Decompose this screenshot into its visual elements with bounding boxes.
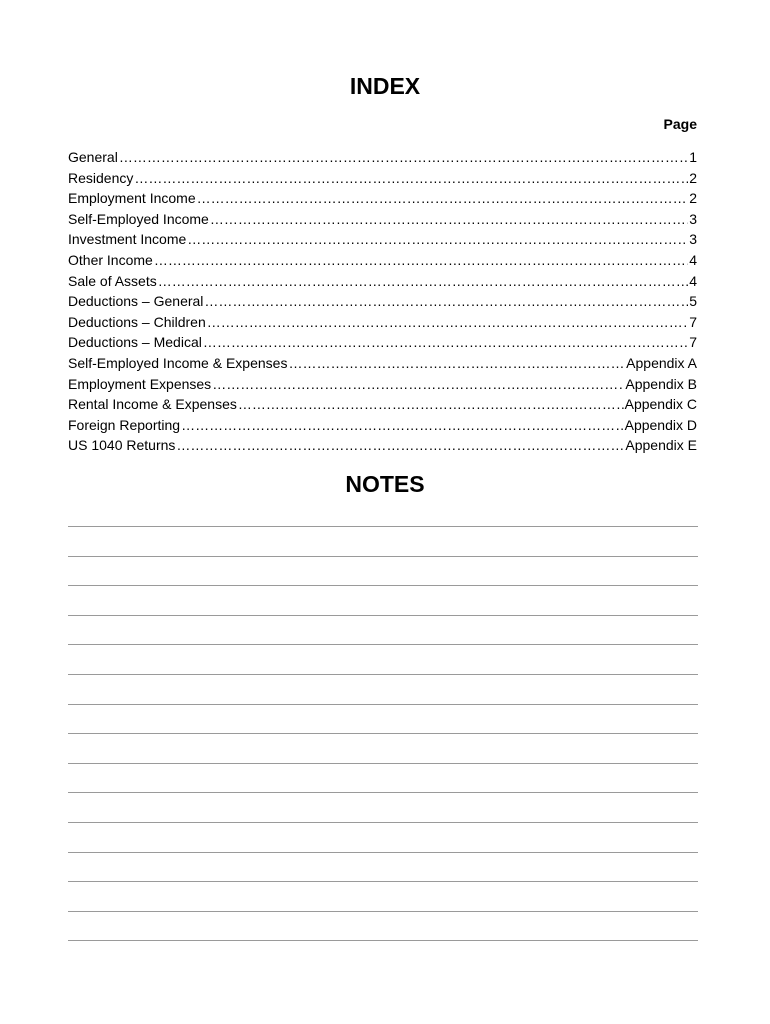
- index-entry: [68, 374, 697, 395]
- note-line: [68, 675, 698, 705]
- index-list: [68, 147, 697, 456]
- index-entry-page: 7: [689, 313, 697, 330]
- index-entry-label: Investment Income: [68, 231, 187, 248]
- index-entry: [68, 250, 697, 271]
- index-entry-label: US 1040 Returns: [68, 437, 176, 454]
- note-line: [68, 586, 698, 616]
- notes-lines: [68, 520, 698, 941]
- index-entry-label: Self-Employed Income: [68, 210, 209, 227]
- index-entry: [68, 229, 697, 250]
- note-line: [68, 793, 698, 823]
- dot-leader: [134, 168, 688, 188]
- dot-leader: [203, 332, 688, 352]
- note-line: [68, 645, 698, 675]
- index-entry: [68, 291, 697, 312]
- index-entry-label: Sale of Assets: [68, 272, 157, 289]
- index-entry-page: Appendix D: [624, 416, 697, 433]
- index-entry: [68, 168, 697, 189]
- note-line: [68, 734, 698, 764]
- index-entry-page: 1: [689, 149, 697, 165]
- note-line: [68, 616, 698, 646]
- dot-leader: [204, 291, 688, 311]
- dot-leader: [288, 353, 625, 373]
- index-entry-page: 4: [689, 251, 697, 268]
- index-entry: [68, 353, 697, 374]
- dot-leader: [119, 147, 688, 167]
- index-entry-label: Other Income: [68, 251, 153, 268]
- page-column-header: Page: [663, 116, 697, 132]
- dot-leader: [154, 250, 688, 270]
- index-entry-label: Foreign Reporting: [68, 416, 181, 433]
- index-entry-page: Appendix E: [625, 437, 697, 454]
- note-line: [68, 557, 698, 587]
- note-line: [68, 764, 698, 794]
- index-entry: [68, 435, 697, 456]
- index-entry: [68, 394, 697, 415]
- index-entry-page: 4: [689, 272, 697, 289]
- index-entry-page: Appendix C: [624, 396, 697, 413]
- dot-leader: [210, 209, 688, 229]
- index-entry-label: Self-Employed Income & Expenses: [68, 354, 288, 371]
- index-entry-label: Deductions – General: [68, 293, 204, 310]
- dot-leader: [181, 415, 624, 435]
- index-entry-page: 2: [689, 190, 697, 207]
- note-line: [68, 823, 698, 853]
- dot-leader: [207, 312, 688, 332]
- note-line: [68, 705, 698, 735]
- note-line: [68, 882, 698, 912]
- index-entry-label: Rental Income & Expenses: [68, 396, 237, 413]
- dot-leader: [212, 374, 624, 394]
- index-entry-label: General: [68, 149, 118, 165]
- notes-title: NOTES: [345, 471, 425, 497]
- index-entry-page: Appendix B: [625, 375, 697, 392]
- index-entry: [68, 188, 697, 209]
- index-entry: [68, 147, 697, 168]
- index-entry-page: Appendix A: [626, 354, 697, 371]
- note-line: [68, 853, 698, 883]
- index-entry-label: Deductions – Children: [68, 313, 206, 330]
- index-entry: [68, 271, 697, 292]
- index-entry: [68, 209, 697, 230]
- index-entry-page: 7: [689, 334, 697, 351]
- index-entry-page: 2: [689, 169, 697, 186]
- index-entry-label: Residency: [68, 169, 134, 186]
- index-entry: [68, 312, 697, 333]
- index-entry-label: Employment Expenses: [68, 375, 212, 392]
- index-entry-label: Deductions – Medical: [68, 334, 202, 351]
- dot-leader: [238, 394, 624, 414]
- note-line: [68, 520, 698, 527]
- index-title: INDEX: [349, 73, 421, 99]
- dot-leader: [158, 271, 688, 291]
- index-entry: [68, 332, 697, 353]
- dot-leader: [187, 229, 688, 249]
- note-line: [68, 912, 698, 942]
- dot-leader: [176, 435, 624, 455]
- note-line: [68, 527, 698, 557]
- index-entry-page: 3: [689, 231, 697, 248]
- index-entry-page: 5: [689, 293, 697, 310]
- index-entry: [68, 415, 697, 436]
- index-entry-label: Employment Income: [68, 190, 196, 207]
- index-entry-page: 3: [689, 210, 697, 227]
- dot-leader: [197, 188, 689, 208]
